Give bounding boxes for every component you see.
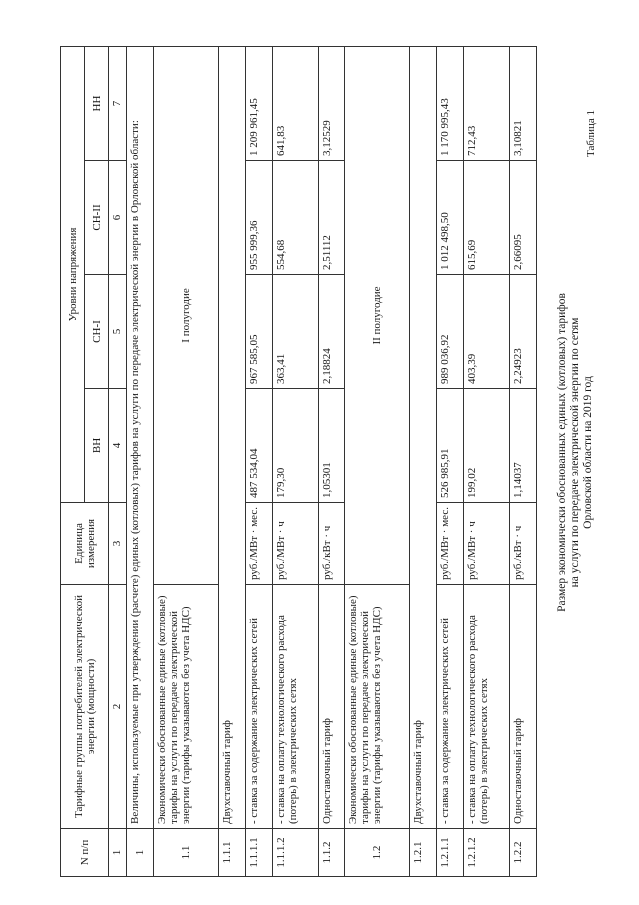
row-num: 1.1.2: [318, 829, 345, 877]
table-row: [245, 46, 272, 876]
value-vn: 1,14037: [510, 389, 537, 503]
row-text: - ставка на оплату технологического расхода (потерь) в электрических сетях: [272, 585, 318, 829]
value-sn2: 2,66095: [510, 161, 537, 275]
title-line-2: на услуги по передаче электрической энергии по сетям: [569, 317, 581, 588]
header-vn: ВН: [85, 389, 109, 503]
row-text: Одноставочный тариф: [318, 585, 345, 829]
table-number: Таблица 1: [585, 109, 597, 157]
header-sn2: СН-II: [85, 161, 109, 275]
row-text: Экономически обоснованные единые (котловые) тарифы на услуги по передаче электрической энергии (тарифы указываются без учета НДС): [153, 585, 218, 829]
row-unit: руб./кВт · ч: [318, 503, 345, 585]
column-index: 3: [109, 503, 127, 585]
row-unit: руб./кВт · ч: [510, 503, 537, 585]
value-vn: 1,05301: [318, 389, 345, 503]
column-index: 6: [109, 161, 127, 275]
value-sn1: 2,18824: [318, 275, 345, 389]
column-index: 7: [109, 46, 127, 160]
row-text: - ставка на оплату технологического расхода (потерь) в электрических сетях: [464, 585, 510, 829]
row-num: 1.2: [345, 829, 410, 877]
table-row: [464, 46, 510, 876]
section-text: Величины, используемые при утверждении (расчете) единых (котловых) тарифов на услуги по передаче электрической энергии в Орловской области:: [127, 46, 154, 828]
table-row: [410, 46, 437, 876]
row-unit: руб./МВт · ч: [464, 503, 510, 585]
table-row: [272, 46, 318, 876]
table-row: [318, 46, 345, 876]
row-text: - ставка за содержание электрических сетей: [245, 585, 272, 829]
header-num: N п/п: [61, 829, 109, 877]
row-num: 1.1.1.2: [272, 829, 318, 877]
row-text: Экономически обоснованные единые (котловые) тарифы на услуги по передаче электрической энергии (тарифы указываются без учета НДС): [345, 585, 410, 829]
title-line-3: Орловской области на 2019 год: [582, 376, 594, 529]
half-year-label: I полугодие: [153, 46, 218, 584]
column-index: 2: [109, 585, 127, 829]
value-nn: 1 170 995,43: [437, 46, 464, 160]
row-num: 1.2.1.2: [464, 829, 510, 877]
value-nn: 3,10821: [510, 46, 537, 160]
row-text: Одноставочный тариф: [510, 585, 537, 829]
column-index: 1: [109, 829, 127, 877]
row-text: - ставка за содержание электрических сетей: [437, 585, 464, 829]
row-num: 1.2.2: [510, 829, 537, 877]
row-text: Двухставочный тариф: [410, 46, 437, 828]
row-num: 1.1: [153, 829, 218, 877]
value-sn2: 2,51112: [318, 161, 345, 275]
column-index: 5: [109, 275, 127, 389]
half-year-label: II полугодие: [345, 46, 410, 584]
value-sn1: 967 585,05: [245, 275, 272, 389]
value-nn: 641,83: [272, 46, 318, 160]
value-sn1: 403,39: [464, 275, 510, 389]
value-nn: 712,43: [464, 46, 510, 160]
row-num: 1: [127, 829, 154, 877]
document-title: [556, 0, 595, 905]
value-vn: 179,30: [272, 389, 318, 503]
header-levels: Уровни напряжения: [61, 46, 85, 502]
row-unit: руб./МВт · мес.: [437, 503, 464, 585]
value-sn1: 989 036,92: [437, 275, 464, 389]
table-row: [437, 46, 464, 876]
header-unit: Единица измерения: [61, 503, 109, 585]
value-vn: 199,02: [464, 389, 510, 503]
table-row: [218, 46, 245, 876]
header-sn1: СН-I: [85, 275, 109, 389]
header-row: [61, 46, 85, 876]
title-line-1: Размер экономически обоснованных единых (котловых) тарифов: [556, 293, 568, 612]
table-row: [345, 46, 410, 876]
value-nn: 3,12529: [318, 46, 345, 160]
row-text: Двухставочный тариф: [218, 46, 245, 828]
row-num: 1.1.1.1: [245, 829, 272, 877]
header-group: Тарифные группы потребителей электрической энергии (мощности): [61, 585, 109, 829]
table-row: [127, 46, 154, 876]
value-nn: 1 209 961,45: [245, 46, 272, 160]
row-num: 1.1.1: [218, 829, 245, 877]
value-vn: 487 534,04: [245, 389, 272, 503]
row-unit: руб./МВт · мес.: [245, 503, 272, 585]
value-sn2: 955 999,36: [245, 161, 272, 275]
row-num: 1.2.1.1: [437, 829, 464, 877]
value-sn2: 1 012 498,50: [437, 161, 464, 275]
table-row: [153, 46, 218, 876]
column-index-row: [109, 46, 127, 876]
tariff-table: [60, 46, 537, 877]
table-row: [510, 46, 537, 876]
value-sn2: 554,68: [272, 161, 318, 275]
row-unit: руб./МВт · ч: [272, 503, 318, 585]
value-sn1: 363,41: [272, 275, 318, 389]
header-nn: НН: [85, 46, 109, 160]
value-sn1: 2,24923: [510, 275, 537, 389]
row-num: 1.2.1: [410, 829, 437, 877]
value-sn2: 615,69: [464, 161, 510, 275]
column-index: 4: [109, 389, 127, 503]
value-vn: 526 985,91: [437, 389, 464, 503]
